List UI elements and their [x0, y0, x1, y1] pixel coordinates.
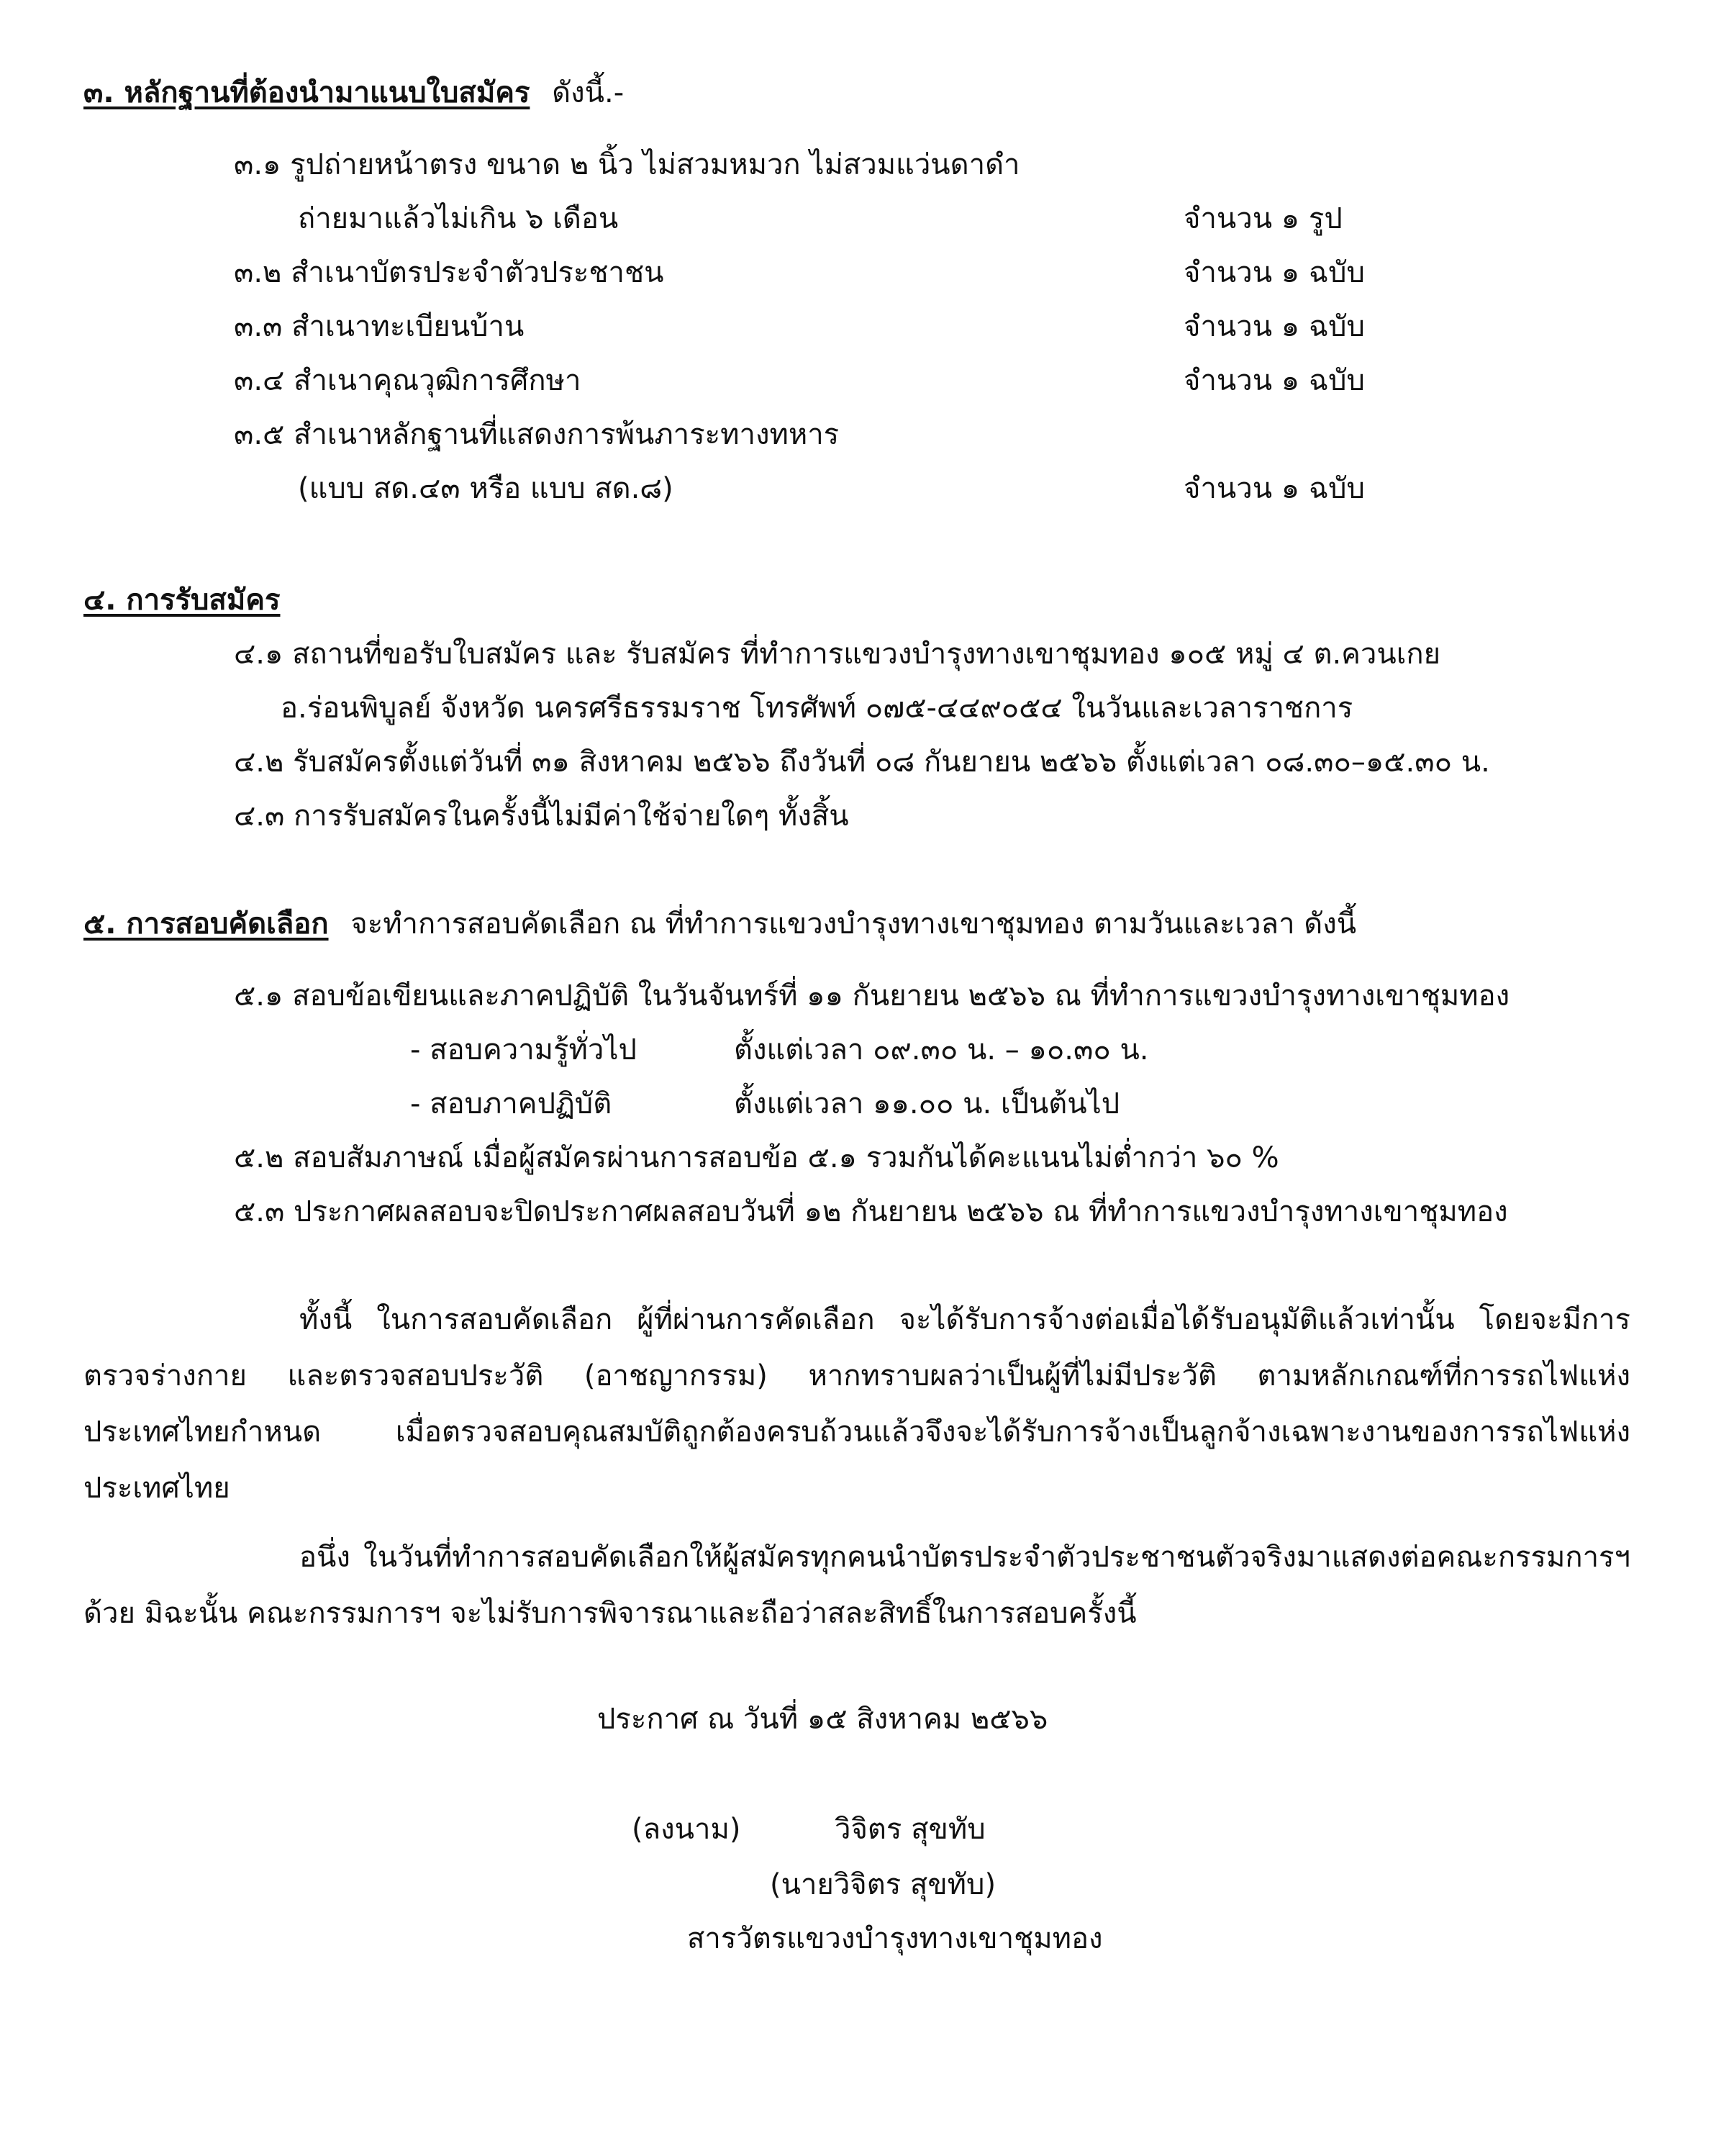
sign-label: (ลงนาม)	[632, 1813, 741, 1846]
section4-heading: ๔. การรับสมัคร	[83, 584, 281, 617]
section3-heading: ๓. หลักฐานที่ต้องนำมาแนบใบสมัคร	[83, 76, 530, 109]
item-3-5: ๓.๕ สำเนาหลักฐานที่แสดงการพ้นภาระทางทหาร	[234, 418, 840, 451]
item-3-4-quantity: จำนวน ๑ ฉบับ	[1184, 364, 1365, 397]
item-4-1: ๔.๑ สถานที่ขอรับใบสมัคร และ รับสมัคร ที่ทำการแขวงบำรุงทางเขาชุมทอง ๑๐๕ หมู่ ๔ ต.ควนเกย	[234, 638, 1441, 671]
signed-name: วิจิตร สุขทับ	[835, 1813, 986, 1846]
item-4-2: ๔.๒ รับสมัครตั้งแต่วันที่ ๓๑ สิงหาคม ๒๕๖๖ ถึงวันที่ ๐๘ กันยายน ๒๕๖๖ ตั้งแต่เวลา ๐๘.๓๐–๑๕.๓๐ น.	[234, 746, 1490, 779]
paragraph-id-card	[83, 1529, 1630, 1641]
full-name: (นายวิจิตร สุขทับ)	[770, 1868, 997, 1901]
item-3-2-quantity: จำนวน ๑ ฉบับ	[1184, 256, 1365, 289]
item-5-3: ๕.๓ ประกาศผลสอบจะปิดประกาศผลสอบวันที่ ๑๒ กันยายน ๒๕๖๖ ณ ที่ทำการแขวงบำรุงทางเขาชุมทอง	[234, 1195, 1508, 1228]
item-5-2: ๕.๒ สอบสัมภาษณ์ เมื่อผู้สมัครผ่านการสอบข้อ ๕.๑ รวมกันได้คะแนนไม่ต่ำกว่า ๖๐ %	[234, 1141, 1279, 1174]
item-3-1-continuation: ถ่ายมาแล้วไม่เกิน ๖ เดือน	[298, 202, 619, 235]
paragraph-conditions-text: ทั้งนี้ ในการสอบคัดเลือก ผู้ที่ผ่านการคัดเลือก จะได้รับการจ้างต่อเมื่อได้รับอนุมัติแล้วเท่านั้น โดยจะมีการตรวจร่างกาย และตรวจสอบประวัติ (อาชญากรรม) หากทราบผลว่าเป็นผู้ที่ไม่มีประวัติ ตามหลักเกณฑ์ที่การรถไฟแห่งประเทศไทยกำหนด เมื่อตรวจสอบคุณสมบัติถูกต้องครบถ้วนแล้วจึงจะได้รับการจ้างเป็นลูกจ้างเฉพาะงานของการรถไฟแห่งประเทศไทย	[83, 1303, 1630, 1505]
position-title: สารวัตรแขวงบำรุงทางเขาชุมทอง	[687, 1922, 1103, 1955]
sub-item-general-time: ตั้งแต่เวลา ๐๙.๓๐ น. – ๑๐.๓๐ น.	[734, 1033, 1149, 1066]
paragraph-conditions	[83, 1292, 1630, 1516]
item-3-4: ๓.๔ สำเนาคุณวุฒิการศึกษา	[234, 364, 581, 397]
item-5-1: ๕.๑ สอบข้อเขียนและภาคปฏิบัติ ในวันจันทร์ที่ ๑๑ กันยายน ๒๕๖๖ ณ ที่ทำการแขวงบำรุงทางเขาชุมทอง	[234, 979, 1510, 1013]
paragraph-id-card-text: อนึ่ง ในวันที่ทำการสอบคัดเลือกให้ผู้สมัครทุกคนนำบัตรประจำตัวประชาชนตัวจริงมาแสดงต่อคณะกรรมการฯด้วย มิฉะนั้น คณะกรรมการฯ จะไม่รับการพิจารณาและถือว่าสละสิทธิ์ในการสอบครั้งนี้	[83, 1541, 1630, 1630]
section5-heading-row	[83, 907, 1356, 941]
section3-heading-row	[83, 76, 624, 110]
item-3-3-quantity: จำนวน ๑ ฉบับ	[1184, 310, 1365, 343]
item-4-1-continuation: อ.ร่อนพิบูลย์ จังหวัด นครศรีธรรมราช โทรศัพท์ ๐๗๕-๔๔๙๐๕๔ ในวันและเวลาราชการ	[281, 692, 1353, 725]
section5-heading: ๕. การสอบคัดเลือก	[83, 907, 329, 941]
section5-heading-suffix: จะทำการสอบคัดเลือก ณ ที่ทำการแขวงบำรุงทางเขาชุมทอง ตามวันและเวลา ดังนี้	[350, 907, 1357, 941]
item-3-1: ๓.๑ รูปถ่ายหน้าตรง ขนาด ๒ นิ้ว ไม่สวมหมวก ไม่สวมแว่นดาดำ	[234, 148, 1020, 181]
sub-item-practical-time: ตั้งแต่เวลา ๑๑.๐๐ น. เป็นต้นไป	[734, 1087, 1120, 1120]
sub-item-general-label: - สอบความรู้ทั่วไป	[410, 1033, 637, 1066]
item-4-3: ๔.๓ การรับสมัครในครั้งนี้ไม่มีค่าใช้จ่ายใดๆ ทั้งสิ้น	[234, 800, 849, 833]
item-3-5-continuation: (แบบ สด.๔๓ หรือ แบบ สด.๘)	[298, 472, 673, 505]
announcement-date: ประกาศ ณ วันที่ ๑๕ สิงหาคม ๒๕๖๖	[597, 1703, 1048, 1736]
sub-item-practical-label: - สอบภาคปฏิบัติ	[410, 1087, 612, 1120]
section3-heading-suffix: ดังนี้.-	[552, 76, 625, 109]
item-3-5-quantity: จำนวน ๑ ฉบับ	[1184, 472, 1365, 505]
item-3-1-quantity: จำนวน ๑ รูป	[1184, 202, 1343, 235]
item-3-2: ๓.๒ สำเนาบัตรประจำตัวประชาชน	[234, 256, 664, 289]
item-3-3: ๓.๓ สำเนาทะเบียนบ้าน	[234, 310, 525, 343]
